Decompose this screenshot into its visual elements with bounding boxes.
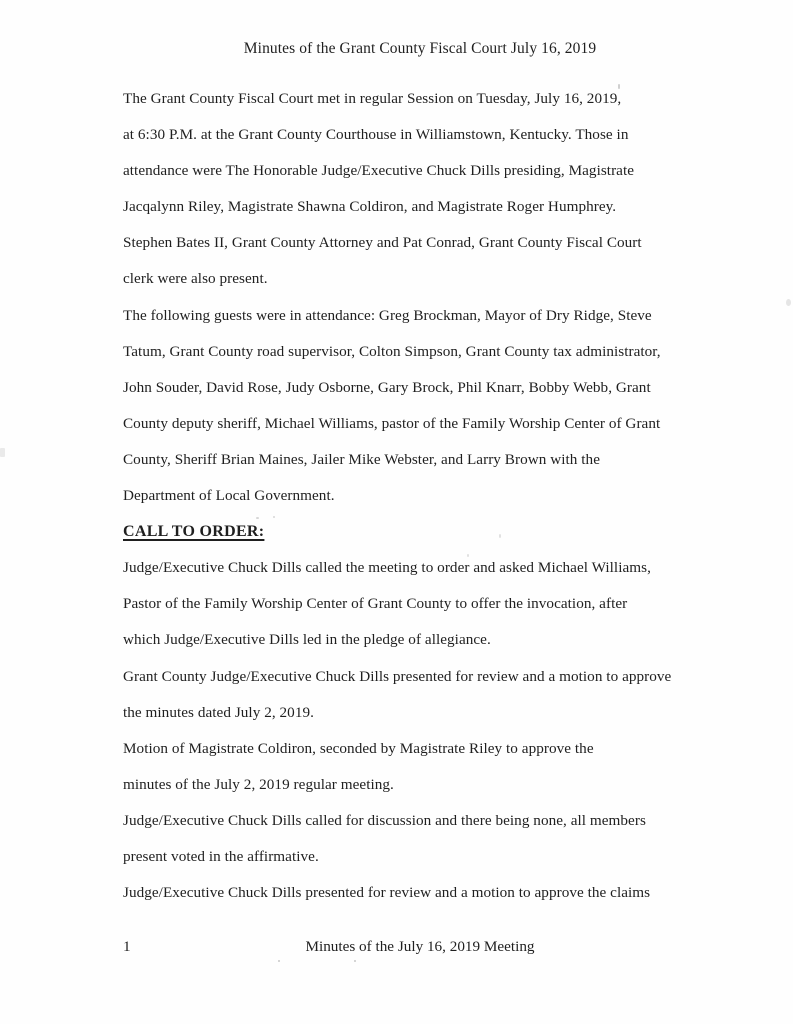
scan-artifact — [354, 960, 356, 962]
scan-artifact — [618, 84, 620, 89]
scan-artifact — [467, 554, 469, 557]
scan-artifact — [273, 516, 275, 518]
body-line: County, Sheriff Brian Maines, Jailer Mike Webster, and Larry Brown with the — [123, 450, 600, 468]
page-number: 1 — [123, 938, 131, 955]
scan-artifact — [786, 299, 791, 306]
scan-artifact — [499, 534, 501, 538]
body-line: County deputy sheriff, Michael Williams, pastor of the Family Worship Center of Grant — [123, 414, 661, 432]
body-line: Jacqalynn Riley, Magistrate Shawna Coldiron, and Magistrate Roger Humphrey. — [123, 198, 617, 216]
body-line: Judge/Executive Chuck Dills called for discussion and there being none, all members — [123, 811, 646, 829]
body-line: Stephen Bates II, Grant County Attorney and Pat Conrad, Grant County Fiscal Court — [123, 234, 642, 252]
body-line: Motion of Magistrate Coldiron, seconded by Magistrate Riley to approve the — [123, 739, 594, 757]
scan-artifact — [0, 448, 5, 457]
section-heading: CALL TO ORDER: — [123, 523, 265, 541]
body-line: The following guests were in attendance: Greg Brockman, Mayor of Dry Ridge, Steve — [123, 306, 652, 324]
page-footer — [0, 929, 793, 965]
body-line: attendance were The Honorable Judge/Executive Chuck Dills presiding, Magistrate — [123, 162, 635, 180]
body-line: which Judge/Executive Dills led in the pledge of allegiance. — [123, 631, 491, 649]
body-line: Tatum, Grant County road supervisor, Colton Simpson, Grant County tax administrator, — [123, 342, 661, 360]
body-line: Judge/Executive Chuck Dills presented for review and a motion to approve the claims — [123, 884, 651, 902]
body-line: present voted in the affirmative. — [123, 847, 319, 865]
body-line: the minutes dated July 2, 2019. — [123, 703, 314, 721]
document-body — [123, 81, 688, 911]
body-line: Pastor of the Family Worship Center of Grant County to offer the invocation, after — [123, 595, 628, 613]
body-line: Grant County Judge/Executive Chuck Dills presented for review and a motion to approve — [123, 667, 672, 685]
scan-artifact — [278, 960, 280, 962]
body-line: The Grant County Fiscal Court met in regular Session on Tuesday, July 16, 2019, — [123, 90, 622, 107]
scan-artifact — [256, 517, 259, 519]
body-line: John Souder, David Rose, Judy Osborne, Gary Brock, Phil Knarr, Bobby Webb, Grant — [123, 378, 651, 396]
body-line: Department of Local Government. — [123, 487, 335, 505]
footer-title: Minutes of the July 16, 2019 Meeting — [305, 938, 535, 955]
document-title: Minutes of the Grant County Fiscal Court July 16, 2019 — [243, 40, 597, 57]
body-line: minutes of the July 2, 2019 regular meeting. — [123, 775, 394, 793]
body-line: at 6:30 P.M. at the Grant County Courthouse in Williamstown, Kentucky. Those in — [123, 126, 629, 144]
body-line: clerk were also present. — [123, 270, 268, 288]
body-line: Judge/Executive Chuck Dills called the meeting to order and asked Michael Williams, — [123, 559, 651, 577]
